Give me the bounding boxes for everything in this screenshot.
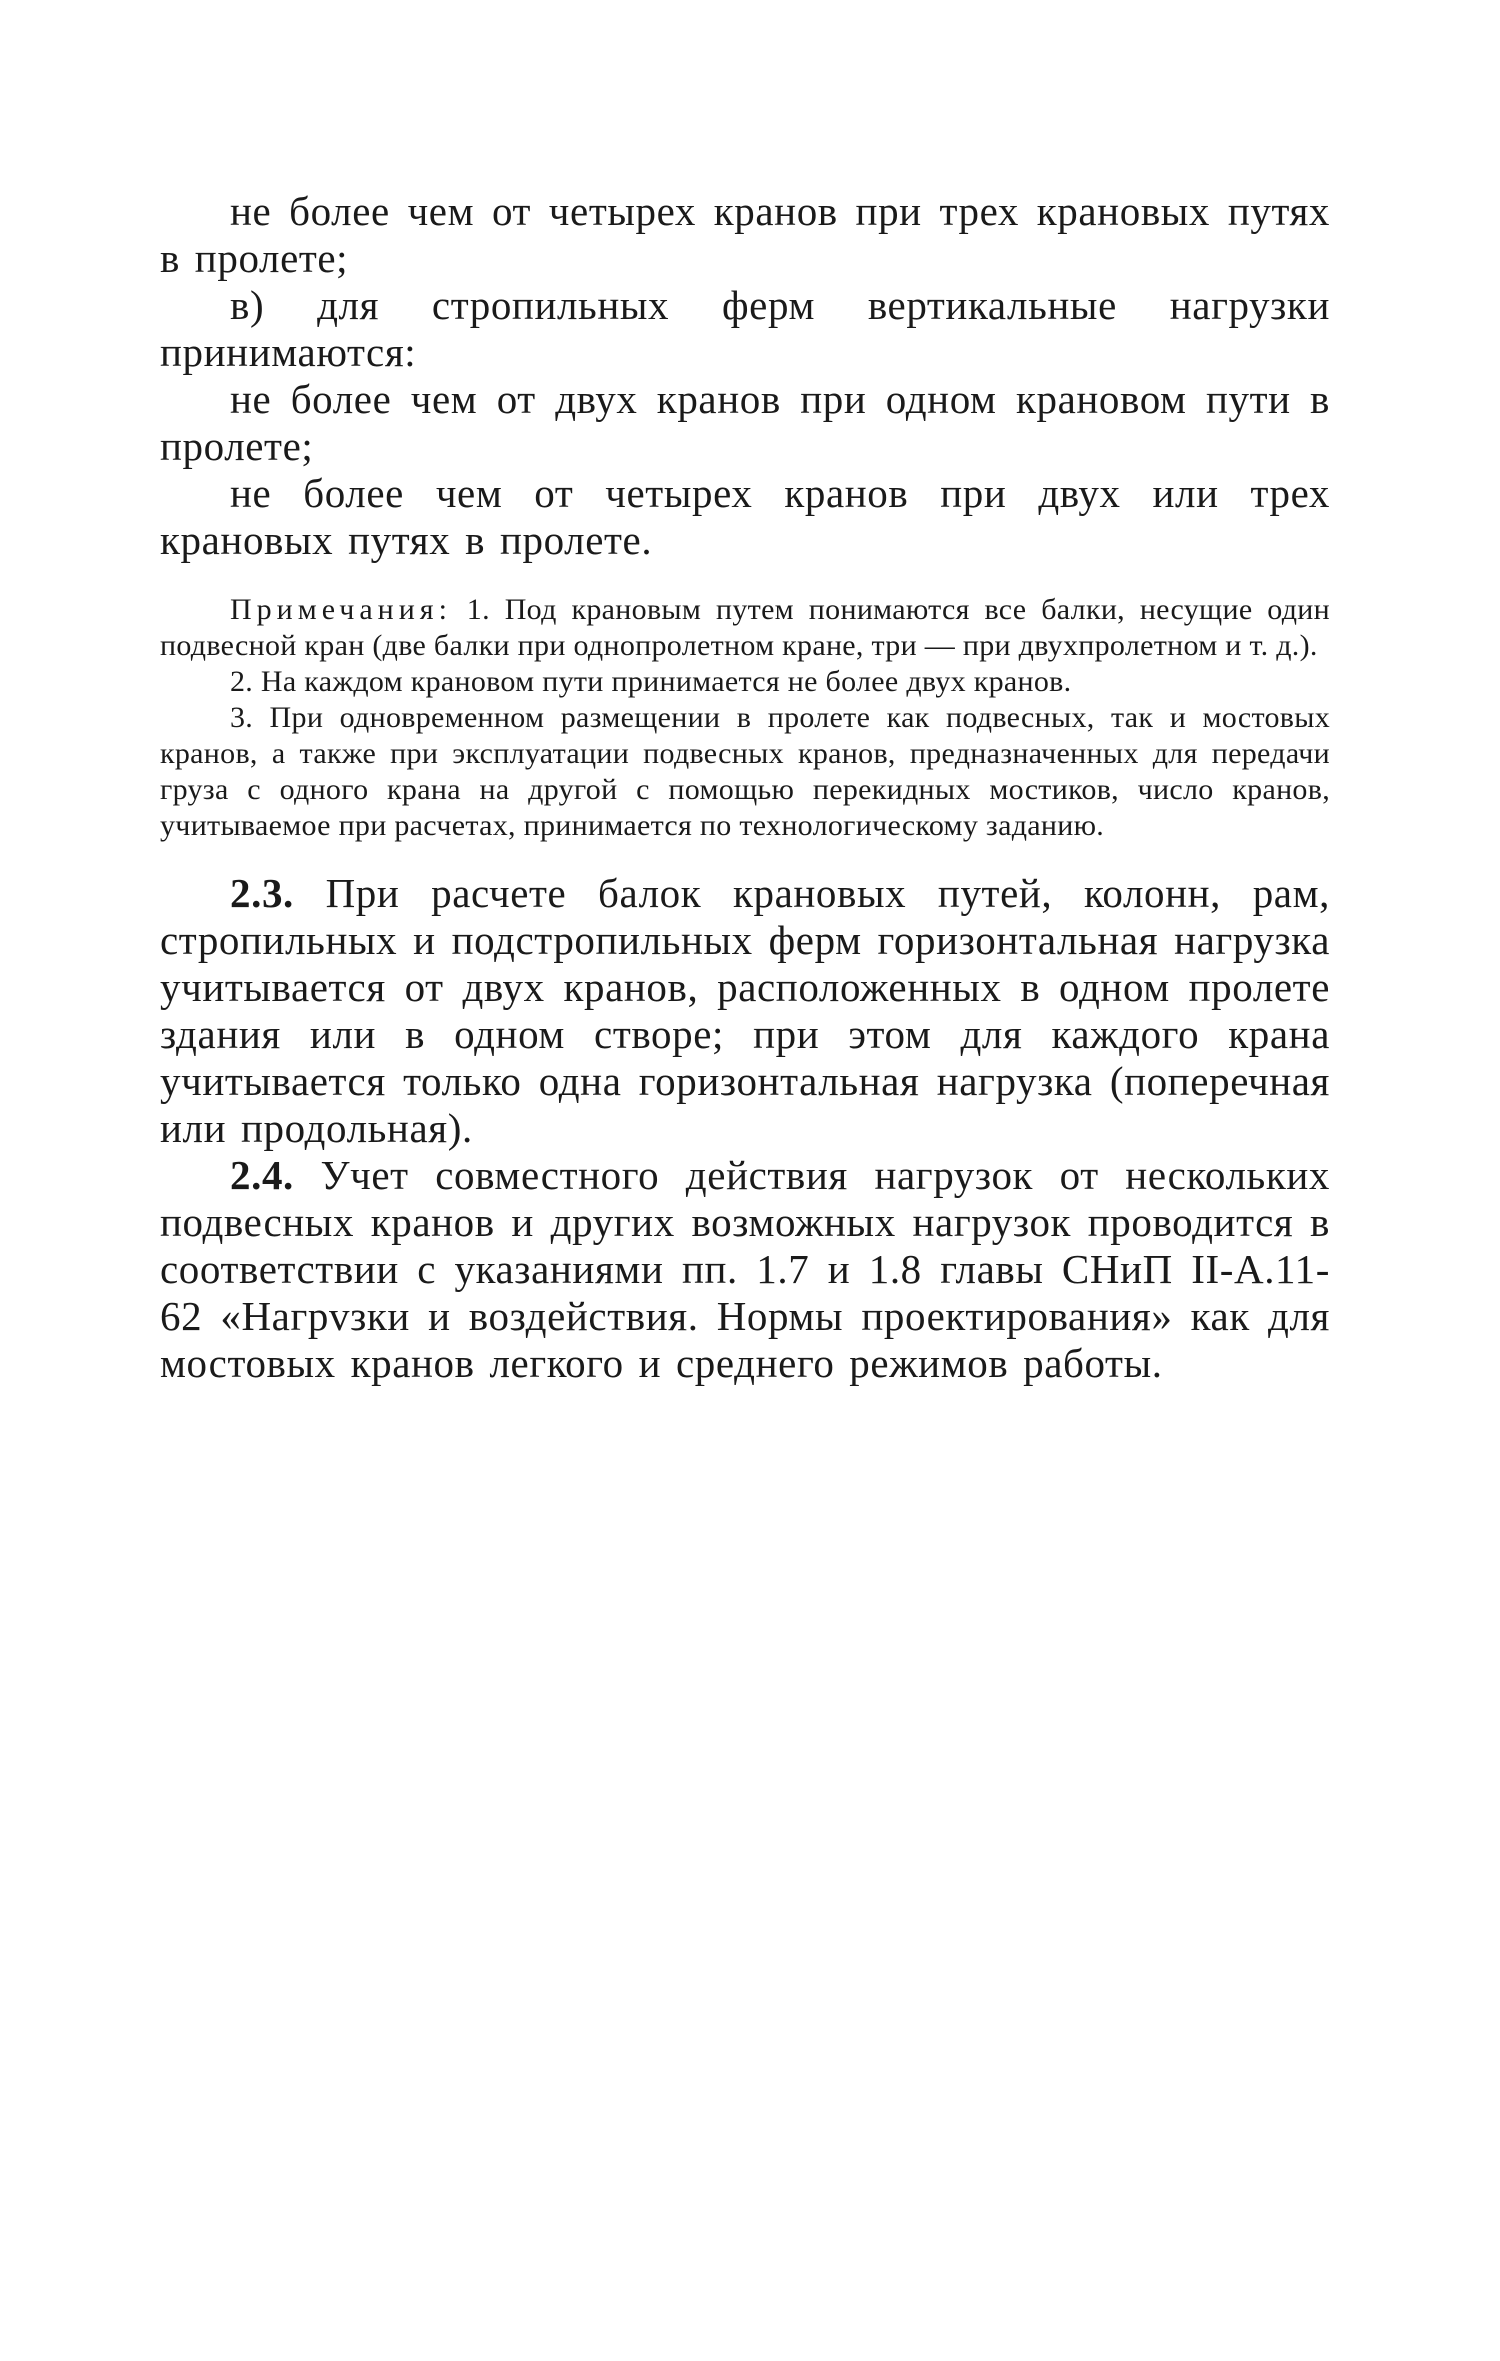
section-2-4-text: Учет совместного действия нагрузок от нескольких подвесных кранов и других возможных нагрузок проводится в соответствии с указаниями пп. 1.7 и 1.8 главы СНиП II-А.11-62 «Нагрvзки и воздействия. Нормы проектирования» как для мостовых кранов легкого и среднего режимов работы. (160, 1152, 1330, 1386)
section-2-4 (160, 1152, 1330, 1387)
top-paragraphs (160, 188, 1330, 564)
section-2-3-number: 2.3. (230, 870, 294, 916)
document-page (160, 188, 1330, 1387)
paragraph: в) для стропильных ферм вертикальные нагрузки принимаются: (160, 282, 1330, 375)
notes-label: Примечания: (230, 593, 452, 626)
notes-block (160, 592, 1330, 844)
sections (160, 870, 1330, 1387)
paragraph: не более чем от двух кранов при одном крановом пути в пролете; (160, 376, 1330, 469)
note-2: 2. На каждом крановом пути принимается не более двух кранов. (230, 665, 1072, 698)
section-2-3 (160, 870, 1330, 1152)
paragraph: не более чем от четырех кранов при двух или трех крановых путях в пролете. (160, 470, 1330, 563)
note-1-text: 1. Под крановым путем понимаются все балки, несущие один подвесной кран (две балки при однопролетном кране, три — при двухпролетном и т. д.). (160, 593, 1330, 662)
section-2-4-number: 2.4. (230, 1152, 294, 1198)
paragraph: не более чем от четырех кранов при трех крановых путях в пролете; (160, 188, 1330, 281)
section-2-3-text: При расчете балок крановых путей, колонн, рам, стропильных и подстропильных ферм горизонтальная нагрузка учитывается от двух кранов, расположенных в одном пролете здания или в одном створе; при этом для каждого крана учитывается только одна горизонтальная нагрузка (поперечная или продольная). (160, 870, 1330, 1151)
note-3: 3. При одновременном размещении в пролете как подвесных, так и мостовых кранов, а также при эксплуатации подвесных кранов, предназначенных для передачи груза с одного крана на другой с помощью перекидных мостиков, число кранов, учитываемое при расчетах, принимается по технологическому заданию. (160, 701, 1330, 842)
note-1 (160, 592, 1330, 664)
